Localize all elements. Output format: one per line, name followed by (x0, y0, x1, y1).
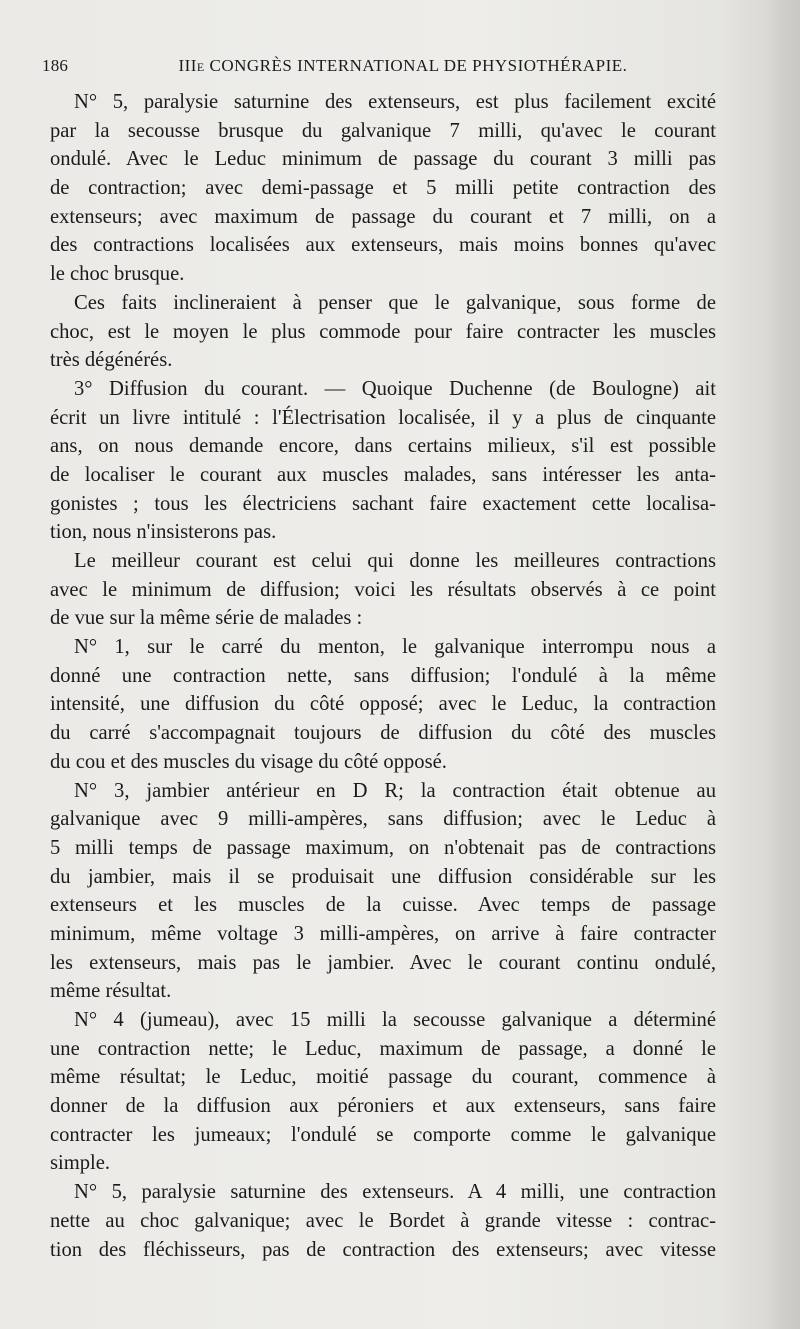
text-line: du cou et des muscles du visage du côté opposé. (50, 750, 447, 773)
text-line: nette au choc galvanique; avec le Bordet à grande vitesse : contrac- (50, 1209, 716, 1232)
text-line: de contraction; avec demi-passage et 5 milli petite contraction des (50, 177, 716, 200)
text-line: simple. (50, 1152, 111, 1175)
text-line: une contraction nette; le Leduc, maximum de passage, a donné le (50, 1037, 716, 1060)
text-line: de localiser le courant aux muscles malades, sans intéresser les anta- (50, 463, 716, 486)
text-line: extenseurs et les muscles de la cuisse. Avec temps de passage (50, 894, 716, 917)
text-line: intensité, une diffusion du côté opposé; avec le Leduc, la contraction (50, 693, 716, 716)
text-line: les extenseurs, mais pas le jambier. Avec le courant continu ondulé, (50, 951, 716, 974)
text-line: minimum, même voltage 3 milli-ampères, on arrive à faire contracter (50, 922, 716, 945)
text-line: 3° Diffusion du courant. — Quoique Duchenne (de Boulogne) ait (74, 377, 716, 400)
text-line: extenseurs; avec maximum de passage du courant et 7 milli, on a (50, 205, 716, 228)
text-line: très dégénérés. (50, 349, 173, 372)
text-line: N° 5, paralysie saturnine des extenseurs. A 4 milli, une contraction (74, 1181, 716, 1204)
text-line: du carré s'accompagnait toujours de diffusion du côté des muscles (50, 722, 716, 745)
text-line: tion des fléchisseurs, pas de contraction des extenseurs; avec vitesse (50, 1238, 716, 1261)
text-line: donné une contraction nette, sans diffusion; l'ondulé à la même (50, 664, 716, 687)
body-text (50, 88, 716, 1264)
text-line: écrit un livre intitulé : l'Électrisation localisée, il y a plus de cinquante (50, 406, 716, 429)
text-line: ans, on nous demande encore, dans certains milieux, s'il est possible (50, 435, 716, 458)
text-line: même résultat; le Leduc, moitié passage du courant, commence à (50, 1066, 716, 1089)
text-line: N° 3, jambier antérieur en D R; la contraction était obtenue au (74, 779, 716, 802)
text-line: Le meilleur courant est celui qui donne les meilleures contractions (74, 550, 716, 572)
text-line: par la secousse brusque du galvanique 7 milli, qu'avec le courant (50, 119, 716, 142)
text-line: de vue sur la même série de malades : (50, 607, 363, 630)
page-number: 186 (42, 56, 69, 75)
text-line: gonistes ; tous les électriciens sachant faire exactement cette localisa- (50, 492, 716, 515)
text-line: Ces faits inclineraient à penser que le galvanique, sous forme de (74, 291, 716, 314)
running-head: IIIe CONGRÈS INTERNATIONAL DE PHYSIOTHÉRAPIE. (178, 56, 628, 75)
text-line: N° 1, sur le carré du menton, le galvanique interrompu nous a (74, 636, 716, 659)
text-line: donner de la diffusion aux péroniers et aux extenseurs, sans faire (50, 1095, 716, 1118)
text-line: N° 4 (jumeau), avec 15 milli la secousse galvanique a déterminé (74, 1009, 716, 1031)
text-line: le choc brusque. (50, 263, 185, 286)
text-line: choc, est le moyen le plus commode pour faire contracter les muscles (50, 320, 716, 343)
text-line: même résultat. (50, 980, 172, 1003)
text-line: galvanique avec 9 milli-ampères, sans diffusion; avec le Leduc à (50, 808, 716, 831)
text-line: tion, nous n'insisterons pas. (50, 521, 277, 544)
text-line: ondulé. Avec le Leduc minimum de passage du courant 3 milli pas (50, 148, 716, 171)
text-line: du jambier, mais il se produisait une diffusion considérable sur les (50, 865, 716, 888)
text-line: contracter les jumeaux; l'ondulé se comporte comme le galvanique (50, 1123, 716, 1146)
page-header (42, 56, 742, 76)
text-line: 5 milli temps de passage maximum, on n'obtenait pas de contractions (50, 836, 716, 859)
text-line: N° 5, paralysie saturnine des extenseurs, est plus facilement excité (74, 91, 716, 113)
text-line: des contractions localisées aux extenseurs, mais moins bonnes qu'avec (50, 234, 716, 257)
page-edge-shadow (766, 0, 800, 1329)
text-line: avec le minimum de diffusion; voici les résultats observés à ce point (50, 578, 716, 601)
